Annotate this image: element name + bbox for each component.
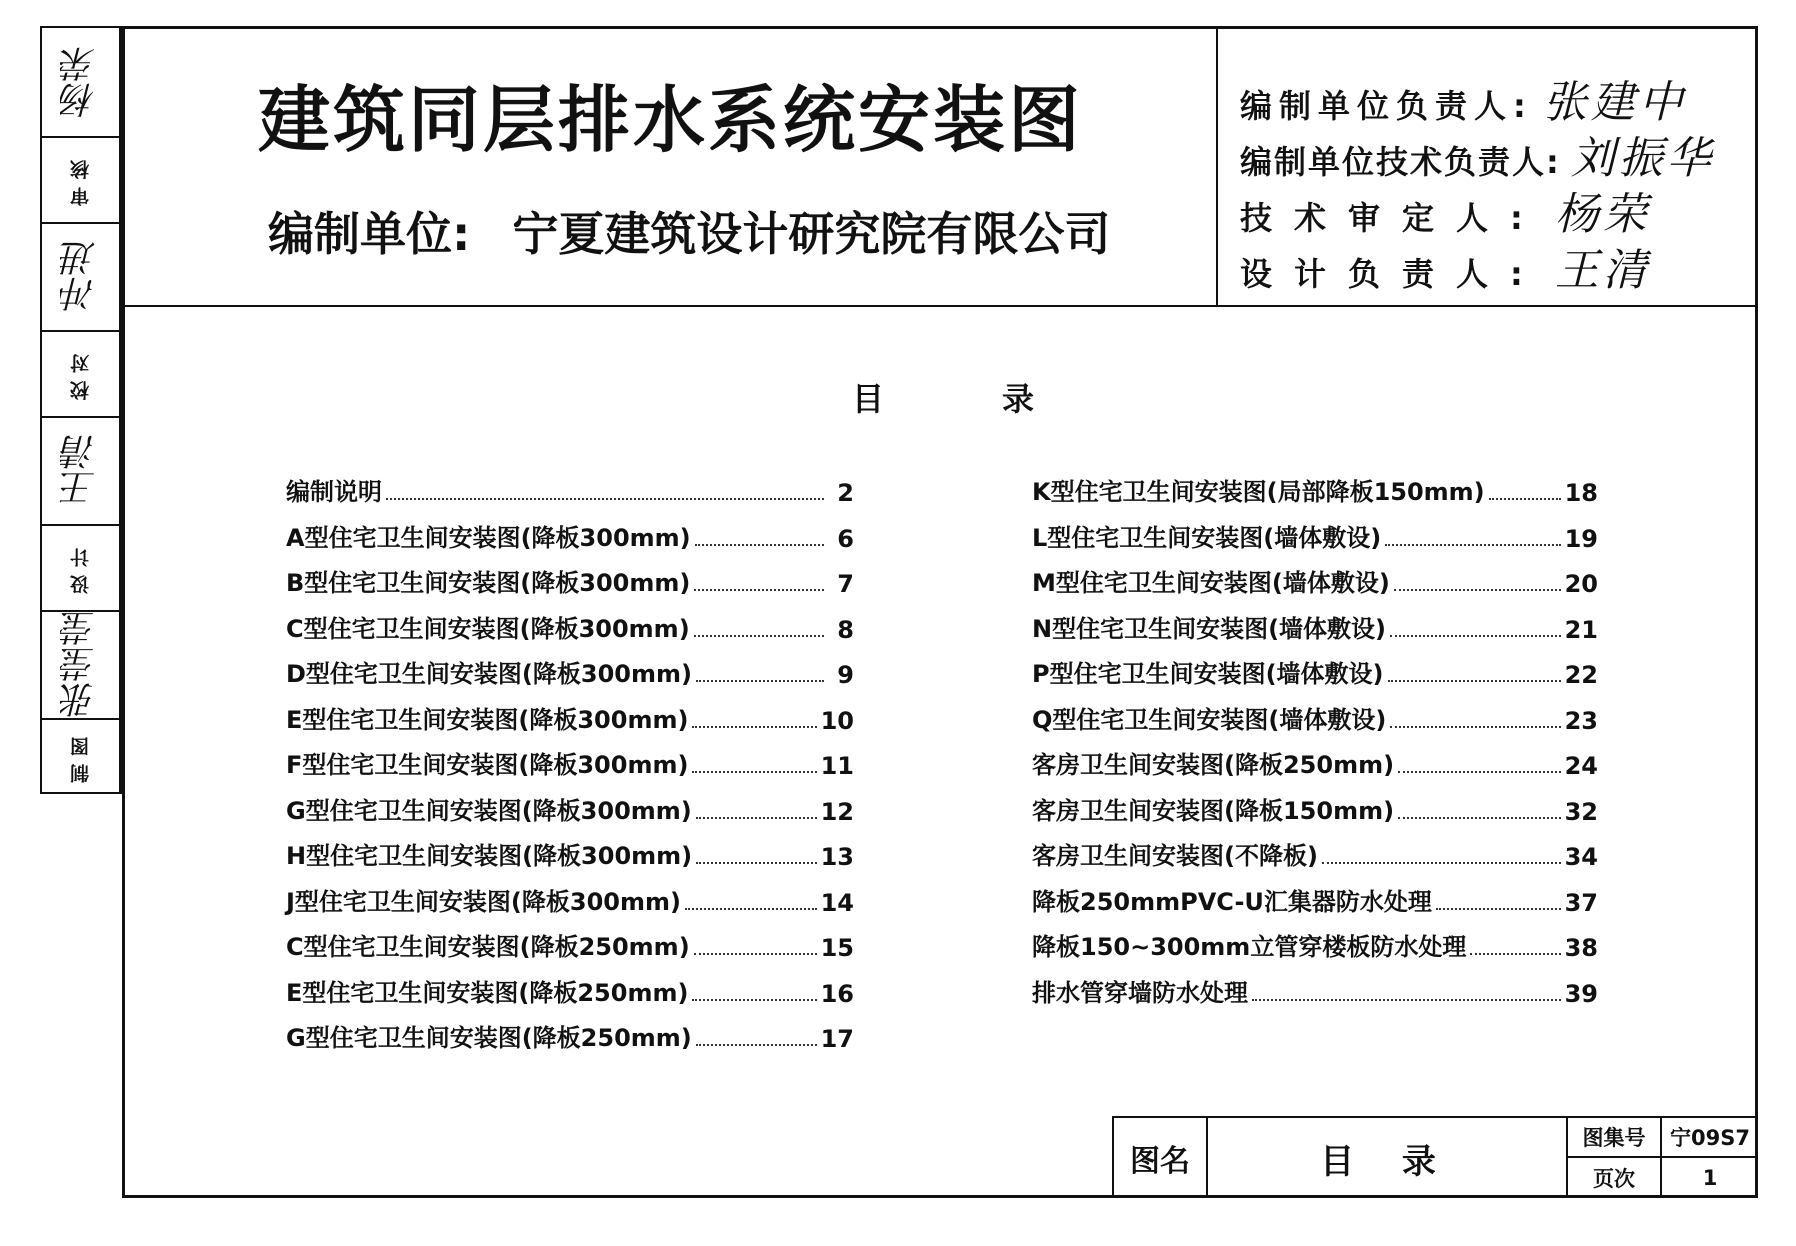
toc-entry-page: 23: [1564, 706, 1598, 735]
toc-entry-title: H型住宅卫生间安装图(降板300mm): [286, 842, 693, 870]
toc-entry: [1032, 745, 1598, 780]
signature: 张建中: [1542, 77, 1687, 128]
side-label: 审核: [70, 152, 92, 206]
atlas-number-value: 宁09S7: [1662, 1118, 1758, 1158]
toc-entry-title: N型住宅卫生间安装图(墙体敷设): [1032, 614, 1387, 643]
toc-heading-right: 录: [1002, 380, 1035, 418]
responsible-row: [1240, 234, 1651, 298]
toc-left-column: [286, 472, 854, 1052]
toc-entry: [1032, 973, 1598, 1008]
toc-entry: [286, 654, 854, 689]
toc-entry-page: 38: [1564, 934, 1598, 962]
toc-entry: [1032, 882, 1598, 917]
toc-entry-title: 降板150~300mm立管穿楼板防水处理: [1032, 933, 1467, 961]
toc-entry-page: 6: [837, 524, 854, 553]
side-signature-cell: [42, 222, 119, 330]
side-label: 设计: [70, 540, 92, 594]
toc-entry: [286, 1018, 854, 1053]
toc-leader-dots: [1470, 953, 1560, 955]
side-label-cell: [42, 524, 119, 610]
toc-entry-title: C型住宅卫生间安装图(降板250mm): [286, 933, 690, 961]
toc-entry-page: 19: [1564, 524, 1598, 553]
toc-entry-title: 客房卫生间安装图(降板150mm): [1032, 796, 1395, 825]
organization-line: [268, 198, 1110, 264]
toc-leader-dots: [1398, 817, 1561, 819]
toc-leader-dots: [1388, 680, 1561, 682]
toc-entry-page: 2: [837, 479, 854, 507]
side-label: 校对: [70, 346, 92, 400]
toc-heading-left: 目: [852, 380, 885, 418]
toc-entry-title: Q型住宅卫生间安装图(墙体敷设): [1032, 705, 1387, 734]
toc-entry-title: D型住宅卫生间安装图(降板300mm): [286, 660, 692, 688]
toc-entry-title: J型住宅卫生间安装图(降板300mm): [286, 887, 681, 916]
toc-entry-page: 34: [1564, 843, 1598, 871]
toc-leader-dots: [1390, 635, 1561, 637]
toc-leader-dots: [1394, 589, 1561, 591]
toc-entry-page: 24: [1564, 752, 1598, 780]
toc-entry: [286, 518, 854, 553]
toc-entry-page: 15: [820, 934, 854, 962]
side-label-cell: [42, 718, 119, 794]
atlas-number-label: 图集号: [1568, 1118, 1662, 1158]
toc-leader-dots: [692, 999, 816, 1001]
toc-entry: [1032, 472, 1598, 507]
responsible-label: 编制单位技术负责人:: [1240, 143, 1561, 181]
toc-entry: [286, 609, 854, 644]
toc-right-column: [1032, 472, 1598, 1012]
toc-leader-dots: [696, 817, 817, 819]
responsible-row: [1240, 178, 1651, 242]
toc-entry-title: K型住宅卫生间安装图(局部降板150mm): [1032, 478, 1485, 506]
toc-entry-title: 排水管穿墙防水处理: [1032, 978, 1248, 1007]
toc-entry: [286, 973, 854, 1008]
header-divider: [122, 305, 1758, 307]
toc-leader-dots: [1252, 999, 1561, 1001]
toc-leader-dots: [694, 589, 824, 591]
toc-entry-page: 37: [1564, 888, 1598, 917]
toc-entry: [1032, 654, 1598, 689]
toc-entry-title: L型住宅卫生间安装图(墙体敷设): [1032, 523, 1382, 552]
responsible-label: 编制单位负责人:: [1240, 87, 1533, 125]
title-block: [1112, 1116, 1758, 1198]
toc-leader-dots: [692, 771, 816, 773]
toc-entry-page: 8: [837, 615, 854, 644]
signature: 杨荣: [1554, 189, 1651, 240]
toc-entry-page: 18: [1564, 479, 1598, 507]
signature: 刘振华: [1570, 133, 1715, 184]
toc-entry: [1032, 791, 1598, 826]
toc-leader-dots: [692, 726, 816, 728]
side-signature-cell: [42, 416, 119, 524]
page-title: 建筑同层排水系统安装图: [258, 78, 1084, 162]
side-label-cell: [42, 136, 119, 222]
toc-entry-page: 10: [820, 706, 854, 735]
toc-entry: [286, 700, 854, 735]
toc-entry-page: 21: [1564, 615, 1598, 644]
toc-leader-dots: [696, 680, 824, 682]
responsible-row: [1240, 122, 1715, 186]
toc-entry-page: 7: [837, 570, 854, 598]
organization-name: 宁夏建筑设计研究院有限公司: [512, 207, 1111, 261]
toc-leader-dots: [1489, 498, 1561, 500]
signature: 王清: [1554, 245, 1651, 296]
toc-entry-title: A型住宅卫生间安装图(降板300mm): [286, 523, 691, 552]
toc-entry-title: B型住宅卫生间安装图(降板300mm): [286, 569, 691, 597]
toc-entry: [286, 791, 854, 826]
toc-entry-title: 编制说明: [286, 478, 382, 506]
side-signature-cell: [42, 610, 119, 718]
toc-entry: [286, 563, 854, 598]
page-number-label: 页次: [1568, 1158, 1662, 1198]
responsible-label: 技术审定人:: [1240, 199, 1545, 237]
toc-leader-dots: [694, 635, 824, 637]
toc-entry-page: 12: [820, 797, 854, 826]
toc-leader-dots: [695, 544, 824, 546]
toc-entry-page: 14: [820, 888, 854, 917]
side-label: 制图: [70, 729, 92, 783]
responsible-label: 设计负责人:: [1240, 255, 1545, 293]
drawing-name-label: 图名: [1114, 1118, 1208, 1198]
toc-entry: [286, 836, 854, 871]
toc-leader-dots: [694, 953, 817, 955]
side-signature-column: [40, 26, 122, 794]
toc-entry: [286, 745, 854, 780]
toc-entry: [1032, 927, 1598, 962]
side-signature-cell: [42, 28, 119, 136]
toc-entry-title: E型住宅卫生间安装图(降板250mm): [286, 978, 689, 1007]
toc-entry: [286, 882, 854, 917]
toc-entry-page: 32: [1564, 797, 1598, 826]
side-label-cell: [42, 330, 119, 416]
side-signature: 张莹莹: [60, 610, 101, 718]
toc-entry: [286, 472, 854, 507]
toc-leader-dots: [1390, 726, 1560, 728]
toc-leader-dots: [1385, 544, 1560, 546]
side-signature: 王清: [60, 434, 101, 506]
toc-leader-dots: [685, 908, 817, 910]
toc-entry-title: M型住宅卫生间安装图(墙体敷设): [1032, 569, 1390, 597]
responsible-row: [1240, 66, 1687, 130]
toc-entry-title: 降板250mmPVC-U汇集器防水处理: [1032, 887, 1432, 916]
toc-entry: [1032, 609, 1598, 644]
toc-entry: [286, 927, 854, 962]
toc-entry-page: 9: [837, 661, 854, 689]
toc-entry-title: G型住宅卫生间安装图(降板250mm): [286, 1024, 692, 1052]
toc-entry-page: 16: [820, 979, 854, 1008]
toc-entry-title: F型住宅卫生间安装图(降板300mm): [286, 751, 689, 779]
toc-leader-dots: [1322, 862, 1561, 864]
toc-entry-title: P型住宅卫生间安装图(墙体敷设): [1032, 660, 1384, 688]
toc-leader-dots: [1436, 908, 1561, 910]
drawing-name-value: 目 录: [1208, 1118, 1568, 1198]
side-signature: 冲进: [60, 240, 101, 312]
toc-entry: [1032, 836, 1598, 871]
toc-entry-title: G型住宅卫生间安装图(降板300mm): [286, 796, 692, 825]
page-number-value: 1: [1702, 1166, 1718, 1190]
toc-entry-page: 39: [1564, 979, 1598, 1008]
toc-leader-dots: [696, 1044, 817, 1046]
header-vertical-divider: [1216, 26, 1218, 306]
side-signature: 杨荣: [60, 46, 101, 118]
toc-entry-page: 17: [820, 1025, 854, 1053]
toc-leader-dots: [386, 498, 824, 500]
toc-entry-page: 13: [820, 843, 854, 871]
toc-entry-title: C型住宅卫生间安装图(降板300mm): [286, 614, 690, 643]
toc-entry: [1032, 700, 1598, 735]
toc-leader-dots: [1398, 771, 1561, 773]
toc-entry: [1032, 518, 1598, 553]
organization-label: 编制单位:: [268, 207, 471, 261]
toc-entry-title: E型住宅卫生间安装图(降板300mm): [286, 705, 689, 734]
toc-entry-page: 22: [1564, 661, 1598, 689]
toc-leader-dots: [696, 862, 816, 864]
toc-entry-page: 20: [1564, 570, 1598, 598]
toc-entry: [1032, 563, 1598, 598]
toc-entry-page: 11: [820, 752, 854, 780]
toc-entry-title: 客房卫生间安装图(降板250mm): [1032, 751, 1395, 779]
toc-entry-title: 客房卫生间安装图(不降板): [1032, 842, 1318, 870]
